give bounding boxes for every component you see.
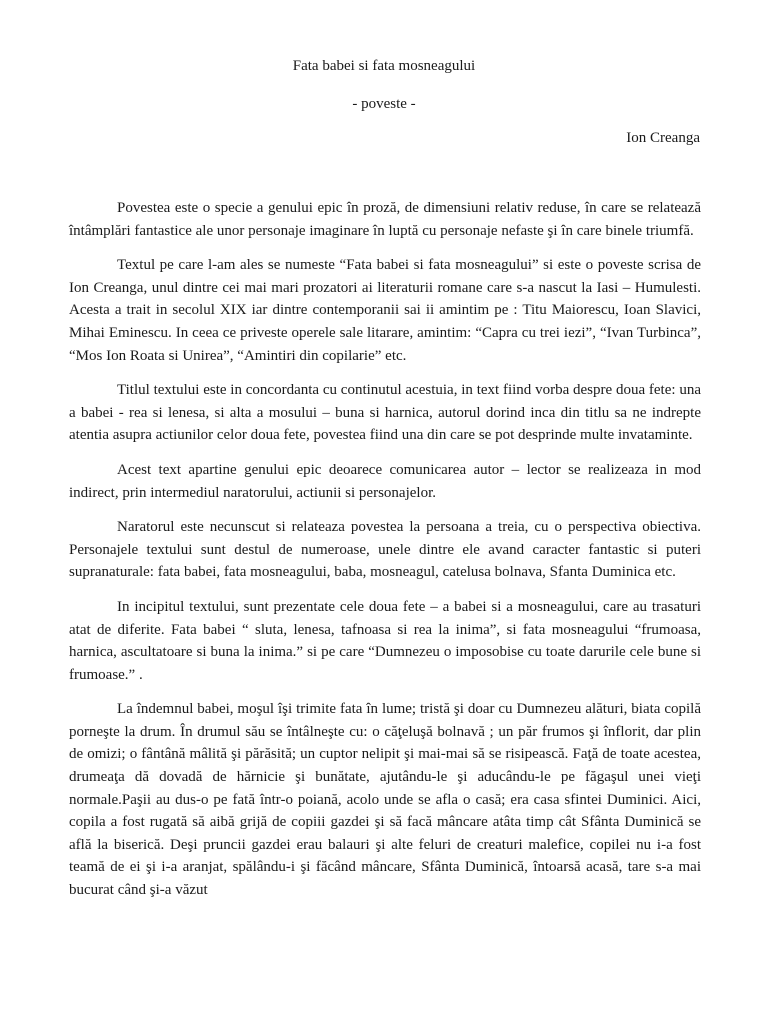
paragraph-2: Textul pe care l-am ales se numeste “Fata babei si fata mosneagului” si este o poveste scrisa de Ion Creanga, unul dintre cei mai mari prozatori ai literaturii romane care s-a nascut la Iasi – Humulesti. Acesta a trait in secolul XIX iar dintre contemporanii sai ii amintim pe : Titu Maiorescu, Ioan Slavici, Mihai Eminescu. In ceea ce priveste operele sale litarare, amintim: “Capra cu trei iezi”, “Ivan Turbinca”, “Mos Ion Roata si Unirea”, “Amintiri din copilarie” etc. [69, 257, 701, 364]
paragraph-6: In incipitul textului, sunt prezentate cele doua fete – a babei si a mosneagului, care au trasaturi atat de diferite. Fata babei “ sluta, lenesa, tafnoasa si rea la inima”, si fata mosneagului “frumoasa, harnica, ascultatoare si buna la inima.” si pe care “Dumnezeu o imposobise cu toate darurile cele bune si frumoase.” . [69, 598, 701, 683]
paragraph-3: Titlul textului este in concordanta cu continutul acestuia, in text fiind vorba despre doua fete: una a babei - rea si lenesa, si alta a mosului – buna si harnica, autorul dorind inca din titlu sa ne indrepte atentia asupra actiunilor celor doua fete, povestea fiind una din care se pot desprinde multe invataminte. [69, 382, 701, 444]
paragraph-4: Acest text apartine genului epic deoarece comunicarea autor – lector se realizeaza in mod indirect, prin intermediul naratorului, actiunii si personajelor. [69, 461, 701, 501]
document-subtitle: - poveste - [352, 96, 416, 112]
document-author: Ion Creanga [626, 130, 700, 146]
document-title: Fata babei si fata mosneagului [292, 58, 476, 74]
document-body [69, 197, 701, 914]
paragraph-7: La îndemnul babei, moşul îşi trimite fata în lume; tristă şi doar cu Dumnezeu alături, biata copilă porneşte la drum. În drumul său se întâlneşte cu: o căţeluşă bolnavă ; un păr frumos şi înflorit, dar plin de omizi; o fântână mâlită şi părăsită; un cuptor nelipit şi mai-mai să se risipească. Faţă de toate acestea, drumeaţa dă dovadă de hărnicie şi bunătate, ajutându-le şi aducându-le pe făgaşul unei vieţi normale.Paşii au dus-o pe fată într-o poiană, acolo unde se afla o casă; era casa sfintei Duminici. Aici, copila a fost rugată să aibă grijă de copiii gazdei şi să facă mâncare atâta timp cât Sfânta Duminică se află la biserică. Deşi pruncii gazdei erau balauri şi alte feluri de creaturi malefice, copilei nu i-a fost teamă de ei şi i-a aranjat, spălându-i şi făcând mâncare, Sfânta Duminică, întoarsă acasă, tare s-a mai bucurat când şi-a văzut [69, 701, 701, 899]
paragraph-5: Naratorul este necunscut si relateaza povestea la persoana a treia, cu o perspectiva obiectiva. Personajele textului sunt destul de numeroase, unele dintre ele avand caracter fantastic si puteri supranaturale: fata babei, fata mosneagului, baba, mosneagul, catelusa bolnava, Sfanta Duminica etc. [69, 519, 701, 581]
paragraph-1: Povestea este o specie a genului epic în proză, de dimensiuni relativ reduse, în care se relatează întâmplări fantastice ale unor personaje imaginare în luptă cu personaje nefaste şi în care binele triumfă. [69, 200, 701, 239]
